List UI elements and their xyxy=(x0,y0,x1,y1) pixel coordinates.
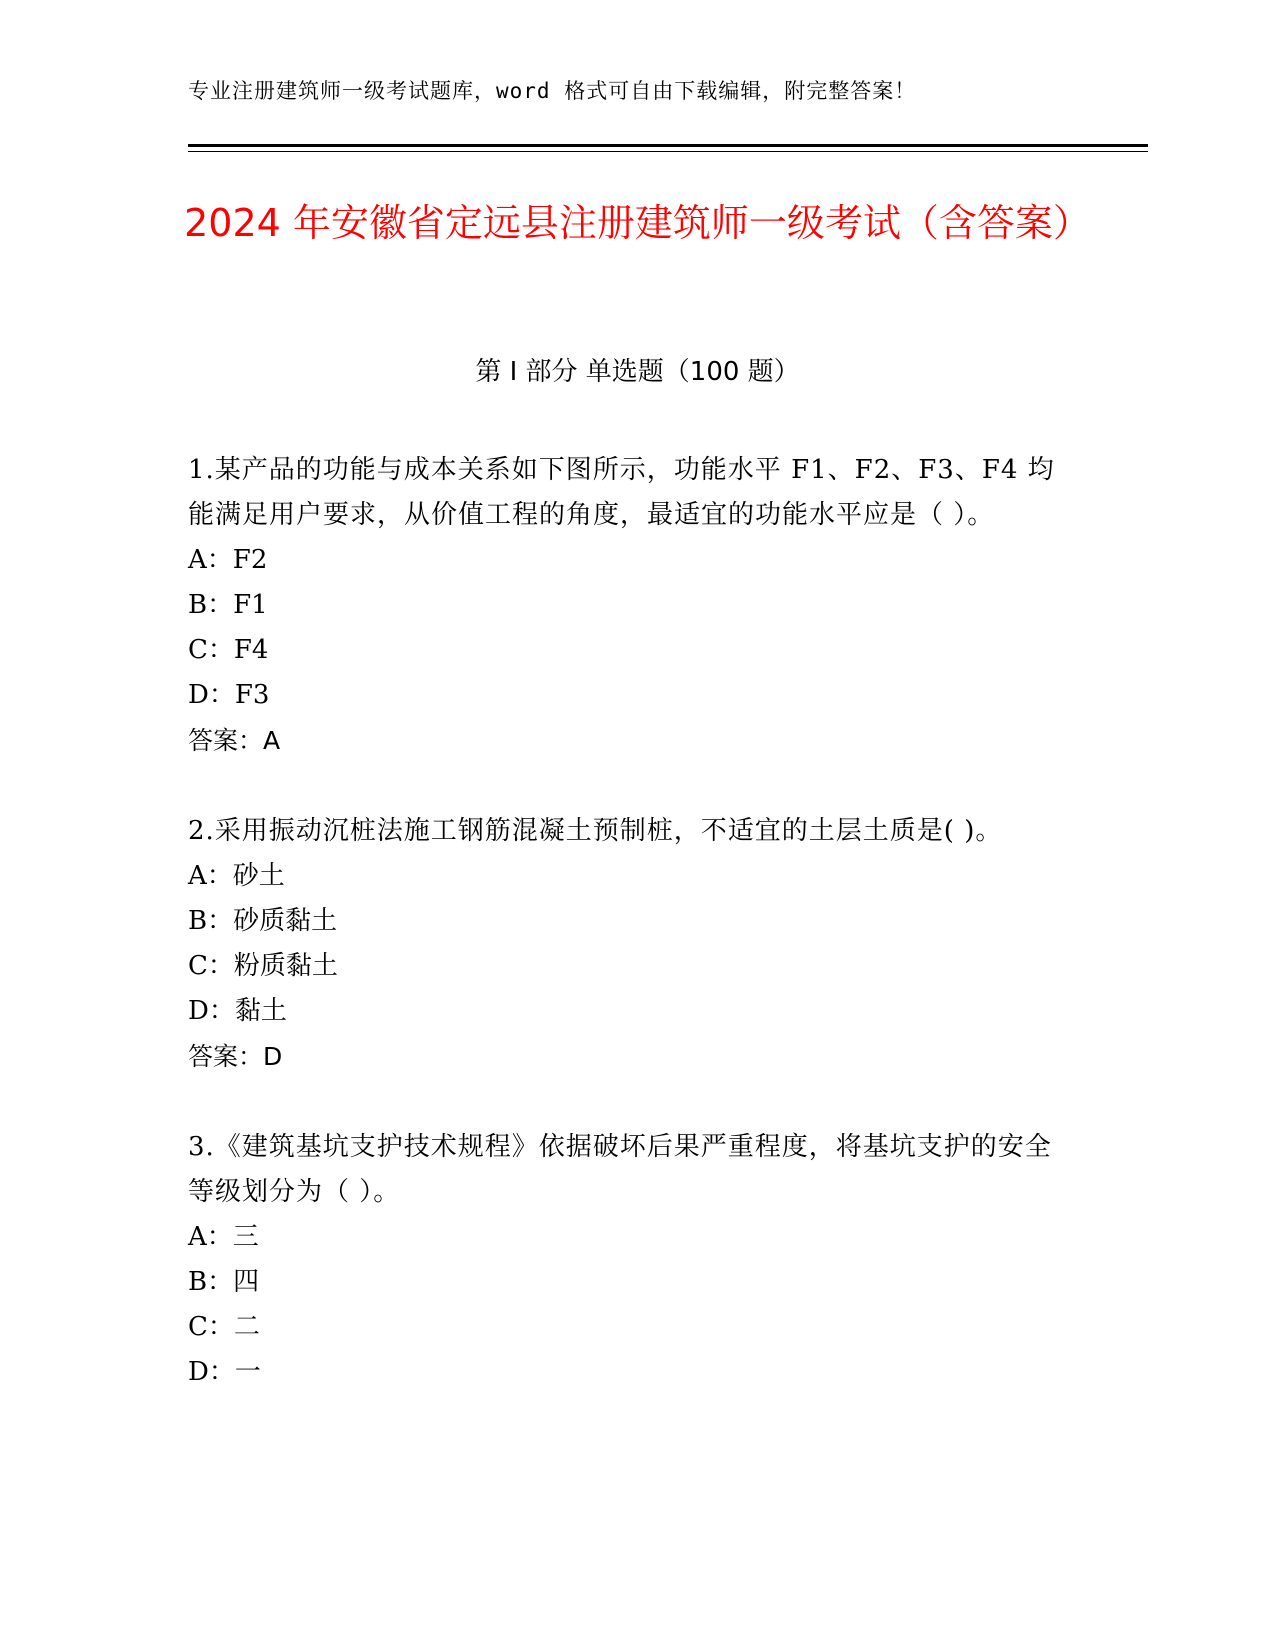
answer-value: A xyxy=(263,726,281,755)
question-stem: 1.某产品的功能与成本关系如下图所示，功能水平 F1、F2、F3、F4 均能满足用户要求，从价值工程的角度，最适宜的功能水平应是（ ）。 xyxy=(188,455,1055,530)
option-c: C：二 xyxy=(188,1312,260,1342)
option-c: C：粉质黏土 xyxy=(188,951,338,981)
document-title: 2024 年安徽省定远县注册建筑师一级考试（含答案） xyxy=(184,201,1091,245)
answer-label: 答案： xyxy=(188,726,264,755)
question-2 xyxy=(188,809,1068,1079)
option-d: D：黏土 xyxy=(188,996,287,1026)
option-a: A：F2 xyxy=(188,545,268,575)
header-rule-thin xyxy=(188,151,1148,152)
answer-line xyxy=(188,718,1068,763)
answer-label: 答案： xyxy=(188,1042,264,1071)
answer-value: D xyxy=(263,1042,283,1071)
section-title: 第 I 部分 单选题（100 题） xyxy=(475,357,800,387)
page-header: 专业注册建筑师一级考试题库，word 格式可自由下载编辑，附完整答案！ xyxy=(188,79,917,103)
header-rule-thick xyxy=(188,144,1148,147)
option-c: C：F4 xyxy=(188,635,269,665)
option-b: B：F1 xyxy=(188,590,268,620)
option-a: A：砂土 xyxy=(188,861,285,891)
option-d: D：F3 xyxy=(188,680,270,710)
option-b: B：砂质黏土 xyxy=(188,906,338,936)
answer-line xyxy=(188,1034,1068,1079)
question-stem: 3.《建筑基坑支护技术规程》依据破坏后果严重程度，将基坑支护的安全等级划分为（ ）。 xyxy=(188,1132,1052,1207)
question-1 xyxy=(188,448,1068,763)
option-b: B：四 xyxy=(188,1267,260,1297)
option-d: D：一 xyxy=(188,1357,261,1387)
question-3 xyxy=(188,1125,1068,1395)
question-list xyxy=(188,448,1068,1441)
option-a: A：三 xyxy=(188,1222,259,1252)
question-stem: 2.采用振动沉桩法施工钢筋混凝土预制桩，不适宜的土层土质是( )。 xyxy=(188,816,1003,846)
